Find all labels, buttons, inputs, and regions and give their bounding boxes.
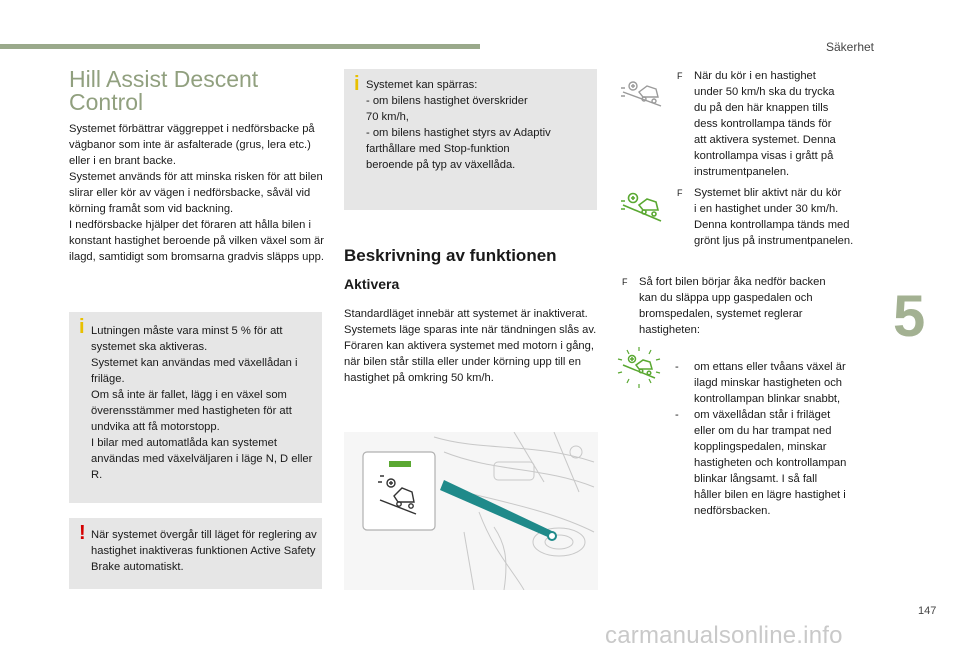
page-number: 147 — [918, 605, 937, 617]
intro-paragraph: Systemet förbättrar väggreppet i nedförsbacke på vägbanor som inte är asfalterade (grus, lera etc.) eller i en brant backe. Systemet används för att minska risken för att bilen slirar eller kör av vägen i nedförsbacke, såväl vid körning framåt som vid backning. I nedförsbacke hjälper det föraren att hålla bilen i konstant hastighet beroende på vilken växel som är ilagd, samtidigt som bromsarna gradvis släpps upp. — [69, 123, 324, 263]
activation-description: Standardläget innebär att systemet är inaktiverat. Systemets läge sparas inte när tändningen slås av. Föraren kan aktivera systemet med motorn i gång, när bilen står stilla eller under körning upp till en hastighet på omkring 50 km/h. — [344, 308, 597, 384]
page-title: Hill Assist Descent Control — [69, 66, 259, 115]
hill-descent-green-lamp-icon — [619, 191, 665, 228]
warning-box-text: När systemet övergår till läget för reglering av hastighet inaktiveras funktionen Active Safety Brake automatiskt. — [91, 529, 317, 573]
info-box-text: Lutningen måste vara minst 5 % för att systemet ska aktiveras. Systemet kan användas med växellådan i friläge. Om så inte är fallet, lägg i en växel som överensstämmer med hastigheten för att undvika att få motorstopp. I bilar med automatlåda kan systemet användas med växelväljaren i läge N, D eller R. — [91, 325, 313, 481]
console-illustration — [344, 432, 598, 590]
hill-descent-flashing-lamp-icon — [615, 347, 663, 394]
bullet-arrow: F — [622, 277, 628, 287]
bullet-system-active: Systemet blir aktivt när du kör i en hastighet under 30 km/h. Denna kontrollampa tänds med grönt ljus på instrumentpanelen. — [694, 187, 854, 247]
subheading-activate: Aktivera — [344, 276, 400, 292]
warning-icon: ! — [79, 522, 86, 544]
bullet-arrow: F — [677, 188, 683, 198]
chapter-number: 5 — [893, 284, 926, 349]
sub-bullet-neutral: om växellådan står i friläget eller om du har trampat ned kopplingspedalen, minskar hastigheten och kontrollampan blinkar långsamt. I så fall håller bilen en lägre hastighet i nedförsbacken. — [694, 409, 847, 517]
sub-bullet-dash: - — [675, 409, 679, 421]
info-icon: i — [79, 316, 85, 338]
bullet-release-pedals: Så fort bilen börjar åka nedför backen kan du släppa upp gaspedalen och bromspedalen, systemet reglerar hastigheten: — [639, 276, 826, 336]
indicator-lamp — [389, 461, 411, 467]
bullet-press-button: När du kör i en hastighet under 50 km/h ska du trycka du på den här knappen tills dess kontrollampa tänds för att aktivera systemet. Denna kontrollampa visas i grått på instrumentpanelen. — [694, 70, 836, 178]
sub-bullet-low-gear: om ettans eller tvåans växel är ilagd minskar hastigheten och kontrollampan blinkar snabbt, — [694, 361, 846, 405]
section-heading: Beskrivning av funktionen — [344, 246, 557, 265]
warning-box — [69, 518, 322, 589]
callout-pointer — [440, 480, 554, 538]
info-box-lockout — [344, 69, 597, 210]
watermark: carmanualsonline.info — [605, 622, 843, 649]
bullet-arrow: F — [677, 71, 683, 81]
info-icon: i — [354, 73, 360, 95]
info-box-text: Systemet kan spärras: - om bilens hastighet överskrider 70 km/h, - om bilens hastighet styrs av Adaptiv farthållare med Stop-funktion beroende på typ av växellåda. — [366, 79, 551, 171]
header-accent-bar — [0, 44, 480, 49]
center-console-drawing — [344, 432, 598, 590]
section-label: Säkerhet — [825, 40, 874, 54]
sub-bullet-dash: - — [675, 361, 679, 373]
info-box-conditions — [69, 312, 322, 503]
hill-descent-grey-lamp-icon — [619, 80, 665, 113]
